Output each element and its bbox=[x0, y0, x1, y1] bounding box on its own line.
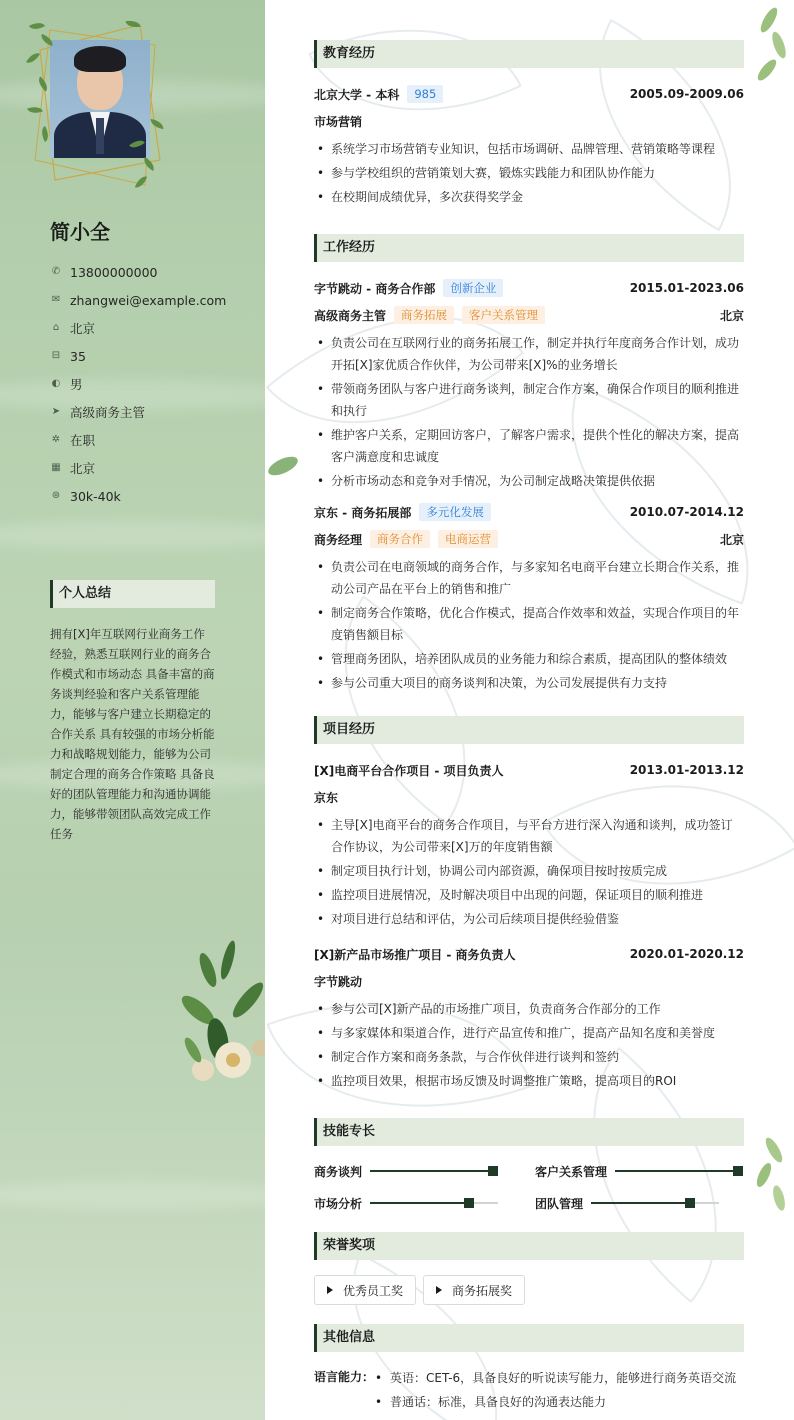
corner-leaves-icon bbox=[749, 0, 794, 100]
work-heading: 工作经历 bbox=[314, 234, 744, 262]
phone-icon: ✆ bbox=[51, 266, 61, 277]
skill-bar bbox=[370, 1202, 498, 1204]
project-header-row bbox=[314, 944, 744, 964]
major-row bbox=[314, 111, 744, 131]
contact-info-text: 30k-40k bbox=[70, 488, 121, 504]
school-name: 北京大学 - 本科 bbox=[314, 87, 400, 102]
age-icon: ⊟ bbox=[51, 350, 61, 361]
skills-heading: 技能专长 bbox=[314, 1118, 744, 1146]
list-item: • 参与公司[X]新产品的市场推广项目，负责商务合作部分的工作 bbox=[314, 998, 744, 1020]
list-item: • 负责公司在互联网行业的商务拓展工作，制定并执行年度商务合作计划，成功开拓[X]家优质合作伙伴，为公司带来[X]%的业务增长 bbox=[314, 332, 744, 376]
city-icon: ▦ bbox=[51, 462, 61, 473]
job-role: 商务经理 bbox=[314, 532, 363, 547]
project-date: 2020.01-2020.12 bbox=[629, 947, 744, 961]
company-name: 京东 - 商务拓展部 bbox=[314, 505, 412, 520]
role-tag: 电商运营 bbox=[438, 530, 498, 548]
award-chip bbox=[314, 1275, 416, 1305]
education-bullets bbox=[314, 138, 744, 210]
role-tag: 商务拓展 bbox=[394, 306, 454, 324]
job-bullets bbox=[314, 556, 744, 696]
list-item: • 分析市场动态和竞争对手情况，为公司制定战略决策提供依据 bbox=[314, 470, 744, 492]
company-tag: 多元化发展 bbox=[419, 503, 491, 521]
list-item: • 对项目进行总结和评估，为公司后续项目提供经验借鉴 bbox=[314, 908, 744, 930]
project-header-row bbox=[314, 760, 744, 780]
contact-info-text: 在职 bbox=[70, 433, 96, 448]
photo-frame bbox=[30, 20, 170, 195]
skill-item bbox=[535, 1161, 743, 1181]
language-list bbox=[370, 1366, 736, 1414]
contact-info-row bbox=[50, 286, 226, 314]
contact-info-row bbox=[50, 342, 226, 370]
skill-bar bbox=[370, 1170, 498, 1172]
skill-item bbox=[535, 1193, 719, 1213]
main-column bbox=[265, 0, 794, 1420]
education-header-row bbox=[314, 84, 744, 104]
contact-info-text: zhangwei@example.com bbox=[70, 292, 227, 308]
contact-info-row bbox=[50, 314, 226, 342]
list-item: • 管理商务团队，培养团队成员的业务能力和综合素质，提高团队的整体绩效 bbox=[314, 648, 744, 670]
contact-info-text: 男 bbox=[70, 377, 83, 392]
project-org: 字节跳动 bbox=[314, 974, 363, 989]
skill-bar-fill bbox=[615, 1170, 733, 1172]
project-org-row bbox=[314, 971, 744, 991]
play-triangle-icon bbox=[436, 1286, 442, 1294]
job-city: 北京 bbox=[719, 532, 744, 547]
job-role-row bbox=[314, 529, 744, 549]
project-bullets bbox=[314, 814, 744, 932]
contact-info-row bbox=[50, 426, 226, 454]
project-name: [X]新产品市场推广项目 - 商务负责人 bbox=[314, 947, 516, 962]
list-item: • 与多家媒体和渠道合作，进行产品宣传和推广，提高产品知名度和美誉度 bbox=[314, 1022, 744, 1044]
background-streak bbox=[0, 520, 265, 550]
home-icon: ⌂ bbox=[52, 322, 60, 333]
skill-name: 市场分析 bbox=[314, 1196, 363, 1211]
flower-decoration-icon bbox=[178, 930, 265, 1090]
summary-heading: 个人总结 bbox=[50, 580, 215, 608]
list-item: • 在校期间成绩优异，多次获得奖学金 bbox=[314, 186, 744, 208]
candidate-name: 简小全 bbox=[50, 220, 110, 244]
project-name: [X]电商平台合作项目 - 项目负责人 bbox=[314, 763, 504, 778]
contact-info-row bbox=[50, 482, 226, 510]
projects-heading: 项目经历 bbox=[314, 716, 744, 744]
skill-bar-fill bbox=[591, 1202, 685, 1204]
contact-info-row bbox=[50, 454, 226, 482]
skill-item bbox=[314, 1193, 498, 1213]
list-item: • 制定合作方案和商务条款，与合作伙伴进行谈判和签约 bbox=[314, 1046, 744, 1068]
contact-info-text: 35 bbox=[70, 348, 86, 364]
contact-info-row bbox=[50, 258, 226, 286]
list-item: • 负责公司在电商领域的商务合作，与多家知名电商平台建立长期合作关系，推动公司产品在平台上的销售和推广 bbox=[314, 556, 744, 600]
skill-knob bbox=[733, 1166, 743, 1176]
list-item: • 系统学习市场营销专业知识，包括市场调研、品牌管理、营销策略等课程 bbox=[314, 138, 744, 160]
company-tag: 创新企业 bbox=[443, 279, 503, 297]
list-item: • 监控项目效果，根据市场反馈及时调整推广策略，提高项目的ROI bbox=[314, 1070, 744, 1092]
status-icon: ✲ bbox=[51, 434, 61, 445]
project-date: 2013.01-2013.12 bbox=[629, 763, 744, 777]
job-role-row bbox=[314, 305, 744, 325]
list-item: • 制定项目执行计划，协调公司内部资源，确保项目按时按质完成 bbox=[314, 860, 744, 882]
awards-heading: 荣誉奖项 bbox=[314, 1232, 744, 1260]
list-item: • 带领商务团队与客户进行商务谈判，制定合作方案，确保合作项目的顺利推进和执行 bbox=[314, 378, 744, 422]
contact-info-text: 13800000000 bbox=[70, 264, 158, 280]
job-header-row bbox=[314, 278, 744, 298]
skill-knob bbox=[685, 1198, 695, 1208]
list-item: • 普通话：标准，具备良好的沟通表达能力 bbox=[370, 1390, 736, 1414]
company-name: 字节跳动 - 商务合作部 bbox=[314, 281, 436, 296]
contact-info-list bbox=[50, 258, 226, 510]
job-city: 北京 bbox=[719, 308, 744, 323]
contact-info-text: 高级商务主管 bbox=[70, 405, 146, 420]
contact-info-text: 北京 bbox=[70, 461, 96, 476]
background-streak bbox=[0, 1180, 265, 1210]
skill-bar-fill bbox=[370, 1170, 488, 1172]
project-bullets bbox=[314, 998, 744, 1094]
skill-bar bbox=[615, 1170, 743, 1172]
award-label: 商务拓展奖 bbox=[452, 1283, 513, 1298]
list-item: • 主导[X]电商平台的商务合作项目，与平台方进行深入沟通和谈判，成功签订合作协议，为公司带来[X]万的年度销售额 bbox=[314, 814, 744, 858]
major-name: 市场营销 bbox=[314, 114, 363, 129]
list-item: • 制定商务合作策略，优化合作模式，提高合作效率和效益，实现合作项目的年度销售额目标 bbox=[314, 602, 744, 646]
salary-icon: ⊛ bbox=[51, 490, 61, 501]
skill-name: 客户关系管理 bbox=[535, 1164, 608, 1179]
school-tag: 985 bbox=[407, 85, 443, 103]
project-org: 京东 bbox=[314, 790, 339, 805]
list-item: • 参与公司重大项目的商务谈判和决策，为公司发展提供有力支持 bbox=[314, 672, 744, 694]
list-item: • 维护客户关系，定期回访客户，了解客户需求，提供个性化的解决方案，提高客户满意度和忠诚度 bbox=[314, 424, 744, 468]
green-leaf-icon bbox=[265, 452, 305, 482]
skill-knob bbox=[488, 1166, 498, 1176]
award-chip bbox=[423, 1275, 525, 1305]
skill-knob bbox=[464, 1198, 474, 1208]
skill-bar bbox=[591, 1202, 719, 1204]
job-bullets bbox=[314, 332, 744, 494]
award-label: 优秀员工奖 bbox=[343, 1283, 404, 1298]
gender-icon: ◐ bbox=[51, 378, 61, 389]
skill-name: 商务谈判 bbox=[314, 1164, 363, 1179]
education-date: 2005.09-2009.06 bbox=[629, 87, 744, 101]
role-tag: 商务合作 bbox=[370, 530, 430, 548]
play-triangle-icon bbox=[327, 1286, 333, 1294]
other-info-heading: 其他信息 bbox=[314, 1324, 744, 1352]
language-label: 语言能力： bbox=[314, 1370, 375, 1384]
list-item: • 监控项目进展情况，及时解决项目中出现的问题，保证项目的顺利推进 bbox=[314, 884, 744, 906]
education-heading: 教育经历 bbox=[314, 40, 744, 68]
email-icon: ✉ bbox=[51, 294, 61, 305]
skill-bar-fill bbox=[370, 1202, 464, 1204]
project-org-row bbox=[314, 787, 744, 807]
contact-info-row bbox=[50, 370, 226, 398]
position-icon: ➤ bbox=[51, 406, 61, 417]
job-role: 高级商务主管 bbox=[314, 308, 387, 323]
list-item: • 参与学校组织的营销策划大赛，锻炼实践能力和团队协作能力 bbox=[314, 162, 744, 184]
job-header-row bbox=[314, 502, 744, 522]
skill-name: 团队管理 bbox=[535, 1196, 584, 1211]
sidebar bbox=[0, 0, 265, 1420]
contact-info-text: 北京 bbox=[70, 321, 96, 336]
role-tag: 客户关系管理 bbox=[462, 306, 545, 324]
summary-text: 拥有[X]年互联网行业商务工作经验，熟悉互联网行业的商务合作模式和市场动态 具备丰富的商务谈判经验和客户关系管理能力，能够与客户建立长期稳定的合作关系 具有较强的市场分析能力和战略规划能力，能够为公司制定合理的商务合作策略 具备良好的团队管理能力和沟通协调能力，能够带领团队高效完成工作任务 bbox=[50, 627, 215, 841]
list-item: • 英语：CET-6，具备良好的听说读写能力，能够进行商务英语交流 bbox=[370, 1366, 736, 1390]
job-date: 2015.01-2023.06 bbox=[629, 281, 744, 295]
contact-info-row bbox=[50, 398, 226, 426]
skill-item bbox=[314, 1161, 498, 1181]
job-date: 2010.07-2014.12 bbox=[629, 505, 744, 519]
corner-leaves-icon bbox=[749, 1130, 794, 1220]
